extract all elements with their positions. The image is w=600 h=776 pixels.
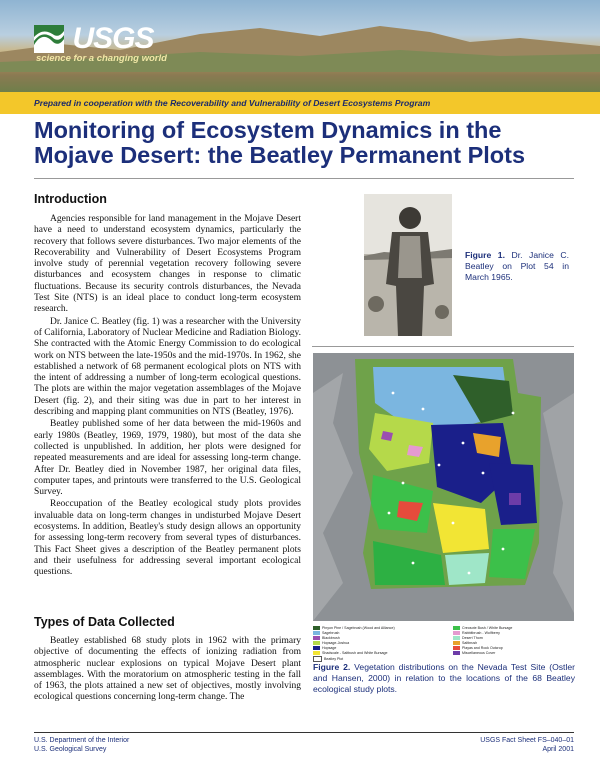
legend-item: Sagebrush <box>313 631 339 636</box>
person-silhouette-image <box>364 194 452 336</box>
footer-agency: U.S. Geological Survey <box>34 746 107 753</box>
logo-tagline: science for a changing world <box>36 53 167 64</box>
introduction-heading: Introduction <box>34 192 107 206</box>
legend-item: Desert Thorn <box>453 636 483 641</box>
cooperation-band: Prepared in cooperation with the Recoverability and Vulnerability of Desert Ecosystems Program <box>0 92 600 114</box>
legend-swatch <box>453 626 460 630</box>
legend-swatch <box>453 646 460 650</box>
legend-swatch <box>313 631 320 635</box>
figure2-caption <box>313 662 575 695</box>
footer-department: U.S. Department of the Interior <box>34 737 130 744</box>
intro-paragraph: Reoccupation of the Beatley ecological study plots provides invaluable data on long-term changes in undisturbed Mojave Desert ecosystems. In addition, Beatley's study design allows an opportunity for assessing long-term recovery from several types of disturbances. This Fact Sheet gives a description of the Beatley permanent plots and their usefulness for addressing several important ecological questions. <box>34 499 301 578</box>
usgs-wave-icon <box>34 25 64 53</box>
types-paragraph: Beatley established 68 study plots in 1962 with the primary objective of documenting the effects of ionizing radiation from atmospheric nuclear explosions on typical Mojave Desert plant assemblages. With the moratorium on atmospheric testing in the fall of 1963, the plots attained a new set of objectives, mostly involving ecological questions concerning long-term change. The <box>34 636 301 703</box>
legend-item: Beatley Plot <box>313 656 343 661</box>
introduction-body <box>34 214 301 580</box>
vegetation-map-image <box>313 353 574 621</box>
footer-right <box>480 736 574 754</box>
types-heading: Types of Data Collected <box>34 615 175 629</box>
page-title: Monitoring of Ecosystem Dynamics in the Mojave Desert: the Beatley Permanent Plots <box>34 117 526 168</box>
footer-rule <box>34 732 574 733</box>
figure2-text: Vegetation distributions on the Nevada Test Site (Ostler and Hansen, 2000) in relation to the locations of the 68 Beatley ecological study plots. <box>313 662 575 694</box>
vegetation-map <box>313 353 574 621</box>
map-legend <box>313 626 574 661</box>
intro-paragraph: Agencies responsible for land management in the Mojave Desert have a need to understand ecosystem dynamics, particularly the recovery that follows severe disturbances. Two major elements of the Recoverability and Vulnerability of Desert Ecosystems Program involve study of perennial vegetation recovery following severe disturbances and ecosystem changes in response to climatic fluctuations. Because its security controls disturbances, the Nevada Test Site (NTS) is an ideal place to conduct long-term ecosystem research. <box>34 214 301 315</box>
legend-swatch <box>313 641 320 645</box>
footer-date: April 2001 <box>542 746 574 753</box>
legend-item: Hopsage-Joshua <box>313 641 349 646</box>
legend-item: Miscellaneous Cover <box>453 651 495 656</box>
figure2-label: Figure 2. <box>313 662 351 672</box>
legend-swatch <box>453 651 460 655</box>
legend-item: Rabbitbrush - Wolfberry <box>453 631 500 636</box>
legend-item: Blackbrush <box>313 636 340 641</box>
footer-factsheet-number: USGS Fact Sheet FS–040–01 <box>480 737 574 744</box>
title-rule <box>34 178 574 179</box>
legend-item: Saltbrush <box>453 641 477 646</box>
intro-paragraph: Dr. Janice C. Beatley (fig. 1) was a researcher with the University of California, Laboratory of Nuclear Medicine and Radiation Biology. She contracted with the Atomic Energy Commission to do ecological work on NTS between the late-1950s and the mid-1970s. In 1962, she established a network of 68 permanent ecological plots on NTS with the intent of addressing a number of long-term ecological questions. The plots are within the major vegetation assemblages of the Mojave Desert (fig. 2), and their siting was due in part to her interest in describing and mapping plant communities on NTS (Beatley, 1976). <box>34 316 301 418</box>
legend-swatch <box>453 636 460 640</box>
legend-swatch <box>453 631 460 635</box>
figure1-label: Figure 1. <box>465 250 505 260</box>
legend-swatch <box>313 626 320 630</box>
figure1-caption <box>465 250 569 284</box>
legend-swatch <box>313 646 320 650</box>
header-banner <box>0 0 600 92</box>
figure-divider <box>312 346 574 347</box>
beatley-photo <box>364 194 452 336</box>
legend-item: Playas and Rock Outcrop <box>453 646 503 651</box>
legend-swatch <box>453 641 460 645</box>
legend-item: Creosote Bush / White Bursage <box>453 626 512 631</box>
legend-swatch <box>313 651 320 655</box>
usgs-logo[interactable] <box>34 22 167 64</box>
intro-paragraph: Beatley published some of her data between the mid-1960s and early 1980s (Beatley, 1969, 1979, 1980), but most of the data she collected is unpublished. In addition, her plots were designed for repeated measurements and are ideal for assessing long-term change. After Dr. Beatley died in November 1987, her original data files, computer tapes, and printouts were transferred to the U.S. Geological Survey. <box>34 419 301 498</box>
legend-item: Shadscale - Saltbush and White Bursage <box>313 651 388 656</box>
figure1-text: Dr. Janice C. Beatley on Plot 54 in March 1965. <box>465 250 569 283</box>
footer-left <box>34 736 129 754</box>
logo-wordmark: USGS <box>72 22 154 55</box>
legend-item: Hopsage <box>313 646 336 651</box>
legend-item: Pinyon Pine / Sagebrush (Wood and Alliance) <box>313 626 395 631</box>
legend-swatch <box>313 636 320 640</box>
types-body <box>34 636 301 705</box>
